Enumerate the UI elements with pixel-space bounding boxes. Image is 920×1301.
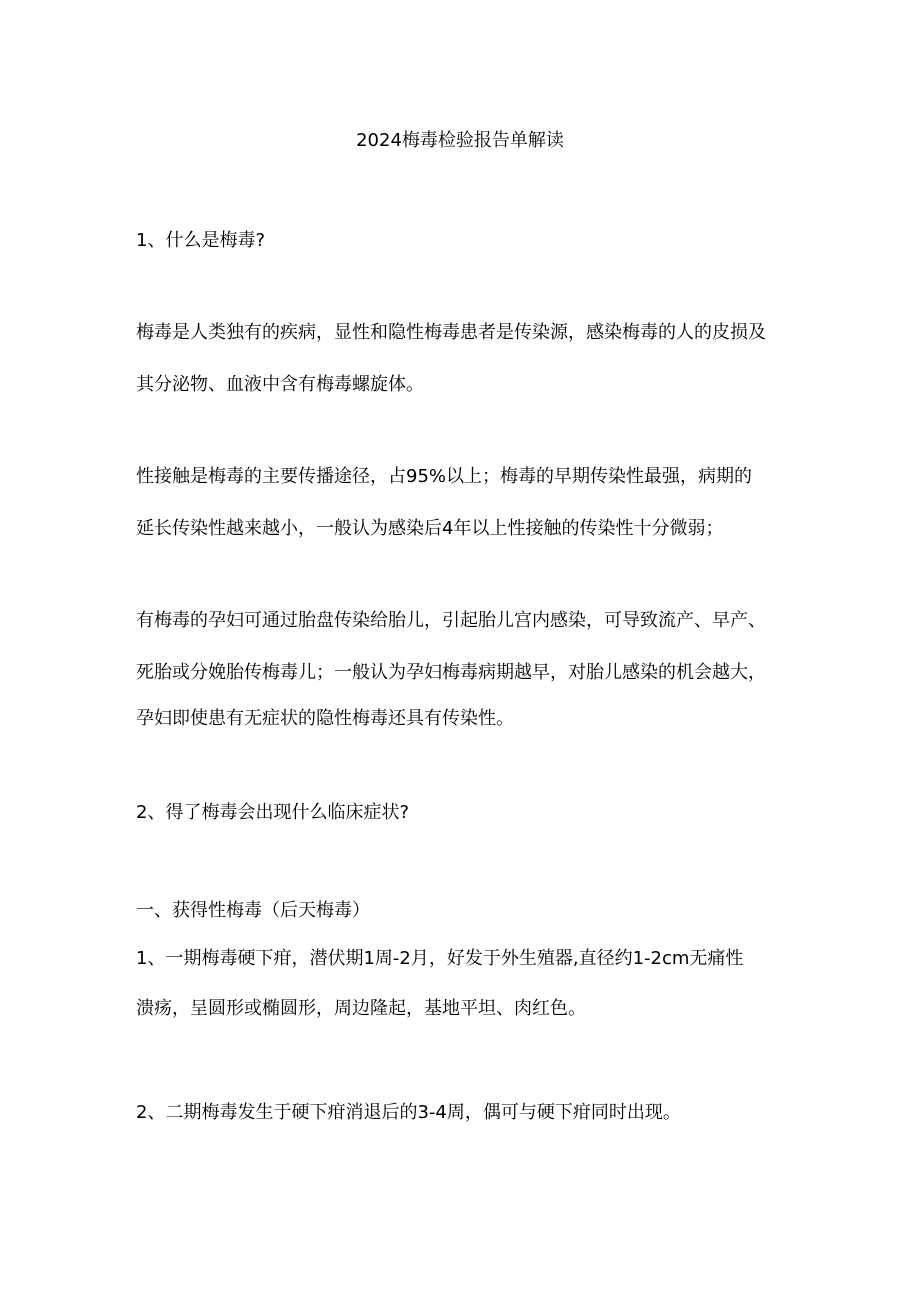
heading-acquired-syphilis: 一、获得性梅毒（后天梅毒） bbox=[136, 900, 370, 921]
heading-what-is-syphilis: 1、什么是梅毒? bbox=[136, 230, 266, 251]
document-title: 2024梅毒检验报告单解读 bbox=[356, 130, 564, 151]
paragraph-line: 有梅毒的孕妇可通过胎盘传染给胎儿，引起胎儿宫内感染，可导致流产、早产、 bbox=[136, 610, 766, 631]
paragraph-line: 延长传染性越来越小，一般认为感染后4年以上性接触的传染性十分微弱； bbox=[136, 518, 724, 539]
heading-clinical-symptoms: 2、得了梅毒会出现什么临床症状? bbox=[136, 802, 410, 823]
paragraph-line: 性接触是梅毒的主要传播途径，占95%以上；梅毒的早期传染性最强，病期的 bbox=[136, 466, 753, 487]
paragraph-line: 梅毒是人类独有的疾病，显性和隐性梅毒患者是传染源，感染梅毒的人的皮损及 bbox=[136, 322, 766, 343]
paragraph-line: 2、二期梅毒发生于硬下疳消退后的3-4周，偶可与硬下疳同时出现。 bbox=[136, 1102, 681, 1123]
paragraph-line: 溃疡，呈圆形或椭圆形，周边隆起，基地平坦、肉红色。 bbox=[136, 998, 586, 1019]
paragraph-line: 孕妇即使患有无症状的隐性梅毒还具有传染性。 bbox=[136, 708, 514, 729]
paragraph-line: 1、一期梅毒硬下疳，潜伏期1周-2月，好发于外生殖器,直径约1-2cm无痛性 bbox=[136, 948, 744, 969]
paragraph-line: 死胎或分娩胎传梅毒儿；一般认为孕妇梅毒病期越早，对胎儿感染的机会越大， bbox=[136, 662, 766, 683]
paragraph-line: 其分泌物、血液中含有梅毒螺旋体。 bbox=[136, 374, 424, 395]
